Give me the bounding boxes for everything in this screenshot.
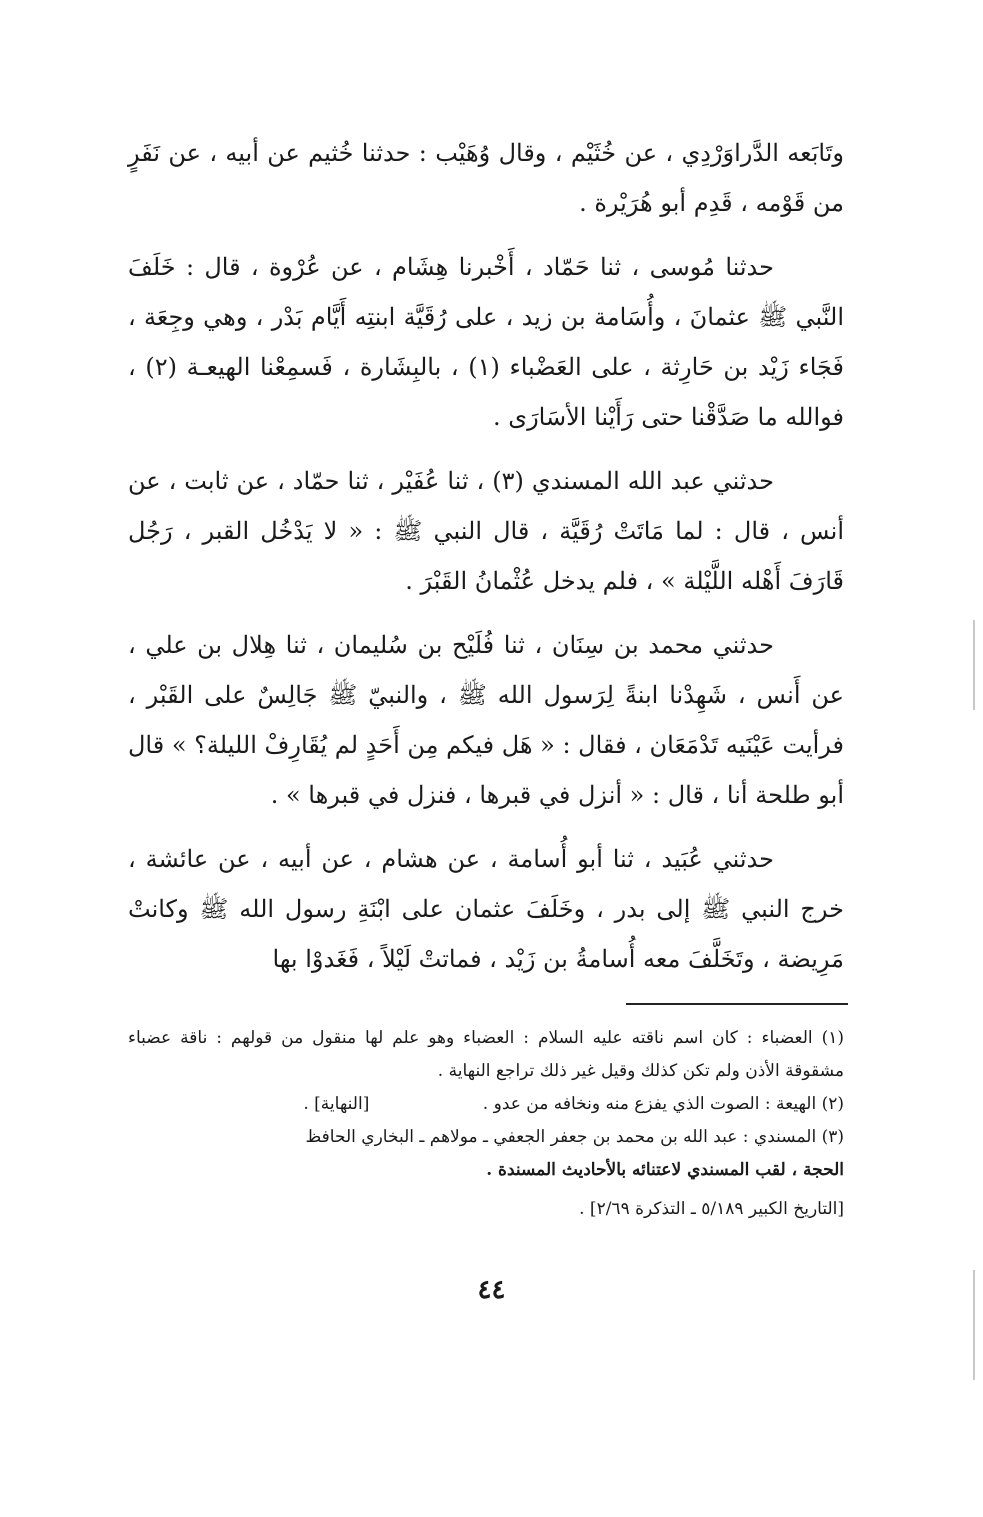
paragraph-1: وتَابَعه الدَّراوَرْدِي ، عن خُثَيْم ، وقال وُهَيْب : حدثنا خُثيم عن أبيه ، عن نَفَرٍ من قَوْمه ، قَدِم أبو هُرَيْرة . bbox=[128, 139, 844, 217]
footnote-2: (٢) الهيعة : الصوت الذي يفزع منه ونخافه من عدو . [النهاية] . bbox=[303, 1094, 844, 1114]
footnote-3-continued: الحجة ، لقب المسندي لاعتنائه بالأحاديث المسندة . bbox=[486, 1160, 844, 1180]
footnote-1: (١) العضباء : كان اسم ناقته عليه السلام : العضباء وهو علم لها منقول من قولهم : ناقة عضباء مشقوقة الأذن ولم تكن كذلك وقيل غير ذلك تراجع النهاية . bbox=[128, 1028, 844, 1081]
footnote-3-reference: [التاريخ الكبير ٥/١٨٩ ـ التذكرة ٢/٦٩] . bbox=[579, 1199, 844, 1219]
paragraph-3: حدثني عبد الله المسندي (٣) ، ثنا عُفَيْر ، ثنا حمّاد ، عن ثابت ، عن أنس ، قال : لما مَاتَتْ رُقَيَّة ، قال النبي ﷺ : « لا يَدْخُل القبر ، رَجُل قَارَفَ أَهْله اللَّيْلة » ، فلم يدخل عُثْمانُ القَبْرَ . bbox=[128, 467, 844, 595]
page-number: ٤٤ bbox=[477, 1275, 506, 1305]
paragraph-5: حدثني عُبَيد ، ثنا أبو أُسامة ، عن هشام ، عن أبيه ، عن عائشة ، خرج النبي ﷺ إلى بدر ، وخَلَفَ عثمان على ابْنَةِ رسول الله ﷺ وكانتْ مَرِيضة ، وتَخَلَّفَ معه أُسامةُ بن زَيْد ، فماتتْ لَيْلاً ، فَغَدوْا بها bbox=[128, 845, 844, 973]
scan-margin-mark bbox=[973, 620, 975, 710]
paragraph-2: حدثنا مُوسى ، ثنا حَمّاد ، أَخْبرنا هِشَام ، عن عُرْوة ، قال : خَلَفَ النَّبي ﷺ عثمانَ ، وأُسَامة بن زيد ، على رُقَيَّة ابنتِه أَيَّام بَدْر ، وهي وجِعَة ، فَجَاء زَيْد بن حَارِثة ، على العَضْباء (١) ، بالبِشَارة ، فَسمِعْنا الهيعـة (٢) ، فوالله ما صَدَّقْنا حتى رَأَيْنا الأسَارَى . bbox=[128, 253, 845, 431]
main-text bbox=[128, 128, 844, 998]
footnote-divider bbox=[626, 1003, 848, 1005]
paragraph-4: حدثني محمد بن سِنَان ، ثنا فُلَيْح بن سُليمان ، ثنا هِلال بن علي ، عن أَنس ، شَهِدْنا ابنةً لِرَسول الله ﷺ ، والنبيّ ﷺ جَالِسٌ على القَبْر ، فرأيت عَيْنَيه تَدْمَعَان ، فقال : « هَل فيكم مِن أَحَدٍ لم يُقَارِفْ الليلة؟ » قال أبو طلحة أنا ، قال : « أنزل في قبرها ، فنزل في قبرها » . bbox=[127, 631, 844, 809]
footnote-3: (٣) المسندي : عبد الله بن محمد بن جعفر الجعفي ـ مولاهم ـ البخاري الحافظ bbox=[305, 1127, 844, 1147]
scan-margin-mark bbox=[973, 1270, 975, 1380]
footnotes bbox=[128, 1022, 844, 1226]
